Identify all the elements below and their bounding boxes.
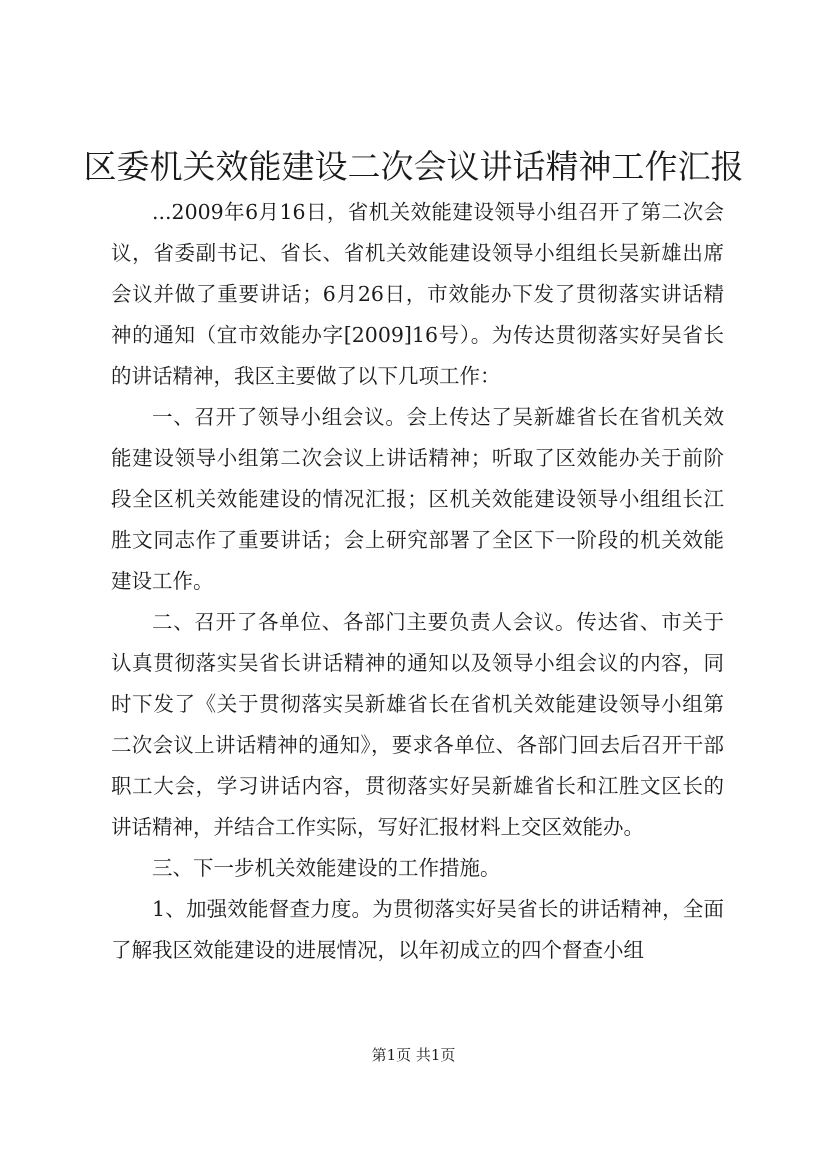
document-body — [111, 192, 724, 971]
paragraph-item-3: 三、下一步机关效能建设的工作措施。 — [152, 856, 501, 880]
document-title: 区委机关效能建设二次会议讲话精神工作汇报 — [83, 147, 744, 186]
paragraph-measure-1: 1、加强效能督查力度。为贯彻落实好吴省长的讲话精神，全面了解我区效能建设的进展情况，以年初成立的四个督查小组 — [111, 897, 724, 962]
paragraph-item-1: 一、召开了领导小组会议。会上传达了吴新雄省长在省机关效能建设领导小组第二次会议上讲话精神；听取了区效能办关于前阶段全区机关效能建设的情况汇报；区机关效能建设领导小组组长江胜文同志作了重要讲话；会上研究部署了全区下一阶段的机关效能建设工作。 — [111, 405, 724, 593]
paragraph-intro: ...2009年6月16日，省机关效能建设领导小组召开了第二次会议，省委副书记、省长、省机关效能建设领导小组组长吴新雄出席会议并做了重要讲话；6月26日，市效能办下发了贯彻落实讲话精神的通知（宜市效能办字[2009]16号）。为传达贯彻落实好吴省长的讲话精神，我区主要做了以下几项工作： — [111, 200, 724, 388]
page-number-footer: 第1页 共1页 — [371, 1046, 456, 1064]
paragraph-item-2: 二、召开了各单位、各部门主要负责人会议。传达省、市关于认真贯彻落实吴省长讲话精神的通知以及领导小组会议的内容，同时下发了《关于贯彻落实吴新雄省长在省机关效能建设领导小组第二次会议上讲话精神的通知》，要求各单位、各部门回去后召开干部职工大会，学习讲话内容，贯彻落实好吴新雄省长和江胜文区长的讲话精神，并结合工作实际，写好汇报材料上交区效能办。 — [111, 610, 724, 839]
